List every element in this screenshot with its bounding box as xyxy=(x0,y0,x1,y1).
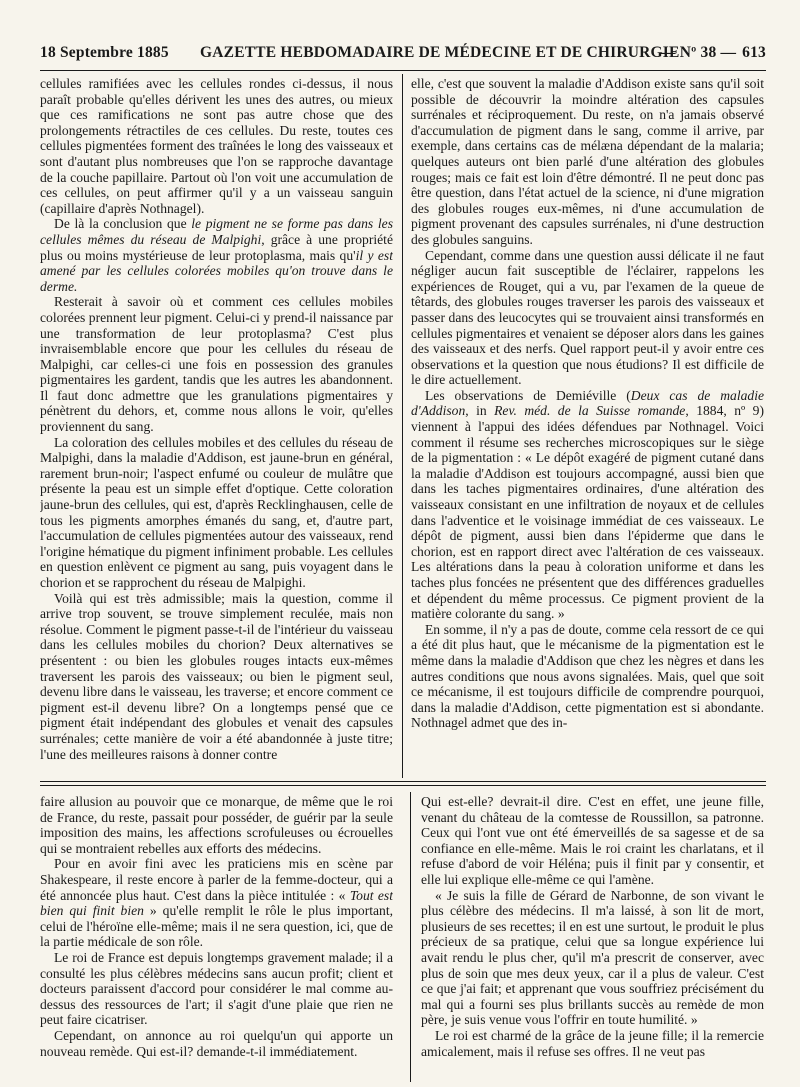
running-header xyxy=(40,44,766,66)
column-divider xyxy=(410,792,411,1082)
text-run: De là la conclusion que xyxy=(54,216,192,232)
paragraph xyxy=(40,216,393,294)
page-number: 613 xyxy=(742,44,766,61)
feuilleton-rule xyxy=(40,785,766,786)
article-column-right xyxy=(411,76,764,776)
issue-date: 18 Septembre 1885 xyxy=(40,44,169,61)
column-divider xyxy=(402,74,403,778)
header-rule xyxy=(40,70,766,71)
paragraph: Voilà qui est très admissible; mais la question, comme il arrive trop souvent, se trouve simplement reculée, mais non résolue. Comment le pigment passe-t-il de l'intérieur du vaisseau dans les cellules mobiles du chorion? Deux alternatives se présentent : ou bien les globules rouges intacts eux-mêmes traversent les parois des vaisseaux; ou bien le pigment seul, devenu libre dans le vaisseau, les traverse; et encore comment ce pigment est-il devenu libre? On a longtemps pensé que ce pigment était indépendant des globules et venait des capsules surrénales; cette manière de voir a été abandonnée à juste titre; l'une des meilleures raisons à donner contre xyxy=(40,590,393,762)
paragraph: cellules ramifiées avec les cellules rondes ci-dessus, il nous paraît probable qu'elles dérivent les unes des autres, ou mieux que ces ramifications ne sont pas autre chose que des prolongements rétractiles de ces cellules. Du reste, toutes ces cellules pigmentées forment des traînées le long des vaisseaux et sont d'autant plus nombreuses que l'on se rapproche davantage de la couche papillaire. Partout où l'on voit une accumulation de ces cellules, on peut affirmer qu'il y a un vaisseau sanguin (capillaire d'après Nothnagel). xyxy=(40,76,393,216)
paragraph xyxy=(411,388,764,622)
feuilleton-rule xyxy=(40,781,766,782)
feuilleton-column-right xyxy=(421,794,764,1080)
journal-title: GAZETTE HEBDOMADAIRE DE MÉDECINE ET DE CHIRURGIE xyxy=(200,44,680,61)
paragraph: Cependant, comme dans une question aussi délicate il ne faut négliger aucun fait susceptible de l'éclairer, rappelons les expériences de Rouget, qui a vu, par l'examen de la queue de têtards, des globules rouges traverser les parois des vaisseaux et passer dans des leucocytes qui se trouvaient ainsi transformés en cellules pigmentaires et venaient se déposer alors dans les gaines des vaisseaux et des nerfs. Quel rapport peut-il y avoir entre ces observations et la question que nous étudions? Il est difficile de le dire actuellement. xyxy=(411,247,764,388)
issue-number: — Nº 38 — xyxy=(660,44,737,61)
paragraph: Le roi de France est depuis longtemps gravement malade; il a consulté les plus célèbres médecins sans aucun profit; client et docteurs paraissent d'accord pour considérer le mal comme au-dessus des ressources de l'art; il s'agit d'une plaie que rien ne peut faire cicatriser. xyxy=(40,949,393,1028)
paragraph: Cependant, on annonce au roi quelqu'un qui apporte un nouveau remède. Qui est-il? demande-t-il immédiatement. xyxy=(40,1027,393,1059)
paragraph: Qui est-elle? devrait-il dire. C'est en effet, une jeune fille, venant du château de la comtesse de Roussillon, sa patronne. Ceux qui l'ont vue ont été émerveillés de sa sagesse et de sa confiance en elle-même. Mais le roi craint les charlatans, et il refuse d'abord de voir Héléna; puis il finit par y consentir, et elle lui explique elle-même ce qui l'amène. xyxy=(421,794,764,887)
italic-text: Rev. méd. de la Suisse romande xyxy=(494,403,686,419)
feuilleton-column-left xyxy=(40,794,393,1080)
italic-text: Deux cas de maladie d'Addison xyxy=(411,387,764,419)
article-column-left xyxy=(40,76,393,776)
text-run: » qu'elle remplit le rôle le plus important, celui de l'héroïne elle-même; mais il ne sera question, ici, que de la partie médicale de son rôle. xyxy=(40,903,393,950)
paragraph: « Je suis la fille de Gérard de Narbonne, de son vivant le plus célèbre des médecins. Il m'a laissé, à son lit de mort, plusieurs de ses recettes; il en est une surtout, le produit le plus précieux de sa pratique, celui que sa longue expérience lui avait rendu le plus cher, qu'il m'a prescrit de conserver, avec plus de soin que mes deux yeux, car il a plus de valeur. C'est ce que j'ai fait; et apprenant que vous souffriez précisément du mal qui a fourni ses plus brillants succès au remède de mon père, je suis venue vous l'offrir en toute humilité. » xyxy=(421,887,764,1028)
paragraph: En somme, il n'y a pas de doute, comme cela ressort de ce qui a été dit plus haut, que le mécanisme de la pigmentation est le même dans la maladie d'Addison que chez les nègres et dans les autres conditions que nous avons signalées. Mais, quel que soit ce mécanisme, il est toujours difficile de comprendre pourquoi, dans la maladie d'Addison, cette pigmentation est si abondante. Nothnagel admet que des in- xyxy=(411,621,764,731)
paragraph xyxy=(40,856,393,950)
paragraph: faire allusion au pouvoir que ce monarque, de même que le roi de France, du reste, passait pour posséder, de guérir par la seule imposition des mains, les affections scrofuleuses ou écrouelles qui se montraient rebelles aux efforts des médecins. xyxy=(40,794,393,856)
italic-text: il y est amené par les cellules colorées mobiles qu'on trouve dans le derme. xyxy=(40,247,393,294)
italic-text: le pigment ne se forme pas dans les cellules mêmes du réseau de Malpighi xyxy=(40,216,393,247)
paragraph: La coloration des cellules mobiles et des cellules du réseau de Malpighi, dans la maladie d'Addison, est jaune-brun en général, rarement brun-noir; l'aspect enfumé ou couleur de mulâtre que présente la peau est un simple effet d'optique. Cette coloration jaune-brun des cellules, qui est, d'après Recklinghausen, celle de tous les pigments amorphes émanés du sang, et, d'autre part, l'accumulation de cellules pigmentées autour des vaisseaux, rend l'origine hématique du pigment infiniment probable. Les cellules en question enlèvent ce pigment au sang, puis voyagent dans le chorion et se rapprochent du réseau de Malpighi. xyxy=(40,434,393,590)
paragraph: Le roi est charmé de la grâce de la jeune fille; il la remercie amicalement, mais il refuse ses offres. Il ne veut pas xyxy=(421,1027,764,1059)
text-run: , grâce à une propriété plus ou moins mystérieuse de leur protoplasma, mais qu' xyxy=(40,231,393,263)
text-run: , in xyxy=(465,403,495,419)
paragraph: elle, c'est que souvent la maladie d'Addison existe sans qu'il soit possible de découvrir la moindre altération des capsules surrénales et réciproquement. Du reste, on n'a jamais observé d'accumulation de pigment dans le sang, comme il arrive, par exemple, dans certains cas de mélæna dépendant de la malaria; quelques auteurs ont bien parlé d'une altération des globules rouges; mais ce fait est loin d'être démontré. Il ne peut donc pas être question, dans l'état actuel de la science, ni d'une migration des globules rouges eux-mêmes, ni d'une accumulation de pigment provenant des capsules surrénales, ni d'une destruction des globules sanguins. xyxy=(411,76,764,247)
text-run: , 1884, nº 9) viennent à l'appui des idées défendues par Nothnagel. Voici comment il résume ses recherches microscopiques sur le siège de la pigmentation : « Le dépôt exagéré de pigment cutané dans la maladie d'Addison est toujours accompagné, aussi bien que dans les taches pigmentaires ordinaires, d'une altération des vaisseaux consistant en une infiltration de noyaux et de cellules dans l'adventice et le voisinage immédiat de ces vaisseaux. Le dépôt de pigment, aussi bien dans l'épiderme que dans le chorion, est en rapport direct avec l'altération de ces vaisseaux. Les altérations dans la peau à coloration uniforme et dans les taches plus foncées ne présentent que des différences graduelles et dépendent du même processus. Ce pigment provient de la matière colorante du sang. » xyxy=(411,403,764,622)
paragraph: Resterait à savoir où et comment ces cellules mobiles colorées prennent leur pigment. Celui-ci y prend-il naissance par une transformation de leur protoplasma? C'est plus invraisemblable encore que pour les cellules du réseau de Malpighi, car celles-ci une fois en possession des granules pigmentaires les gardent, tandis que les autres les abandonnent. Il faut donc admettre que les granulations pigmentaires y pénètrent du dehors, et, comme nous allons le voir, qu'elles proviennent du sang. xyxy=(40,294,393,435)
text-run: Les observations de Demiéville ( xyxy=(425,387,631,403)
text-run: Pour en avoir fini avec les praticiens mis en scène par Shakespeare, il reste encore à parler de la femme-docteur, qui a été annoncée plus haut. C'est dans la pièce intitulée : « xyxy=(40,856,393,903)
italic-text: Tout est bien qui finit bien xyxy=(40,887,393,919)
